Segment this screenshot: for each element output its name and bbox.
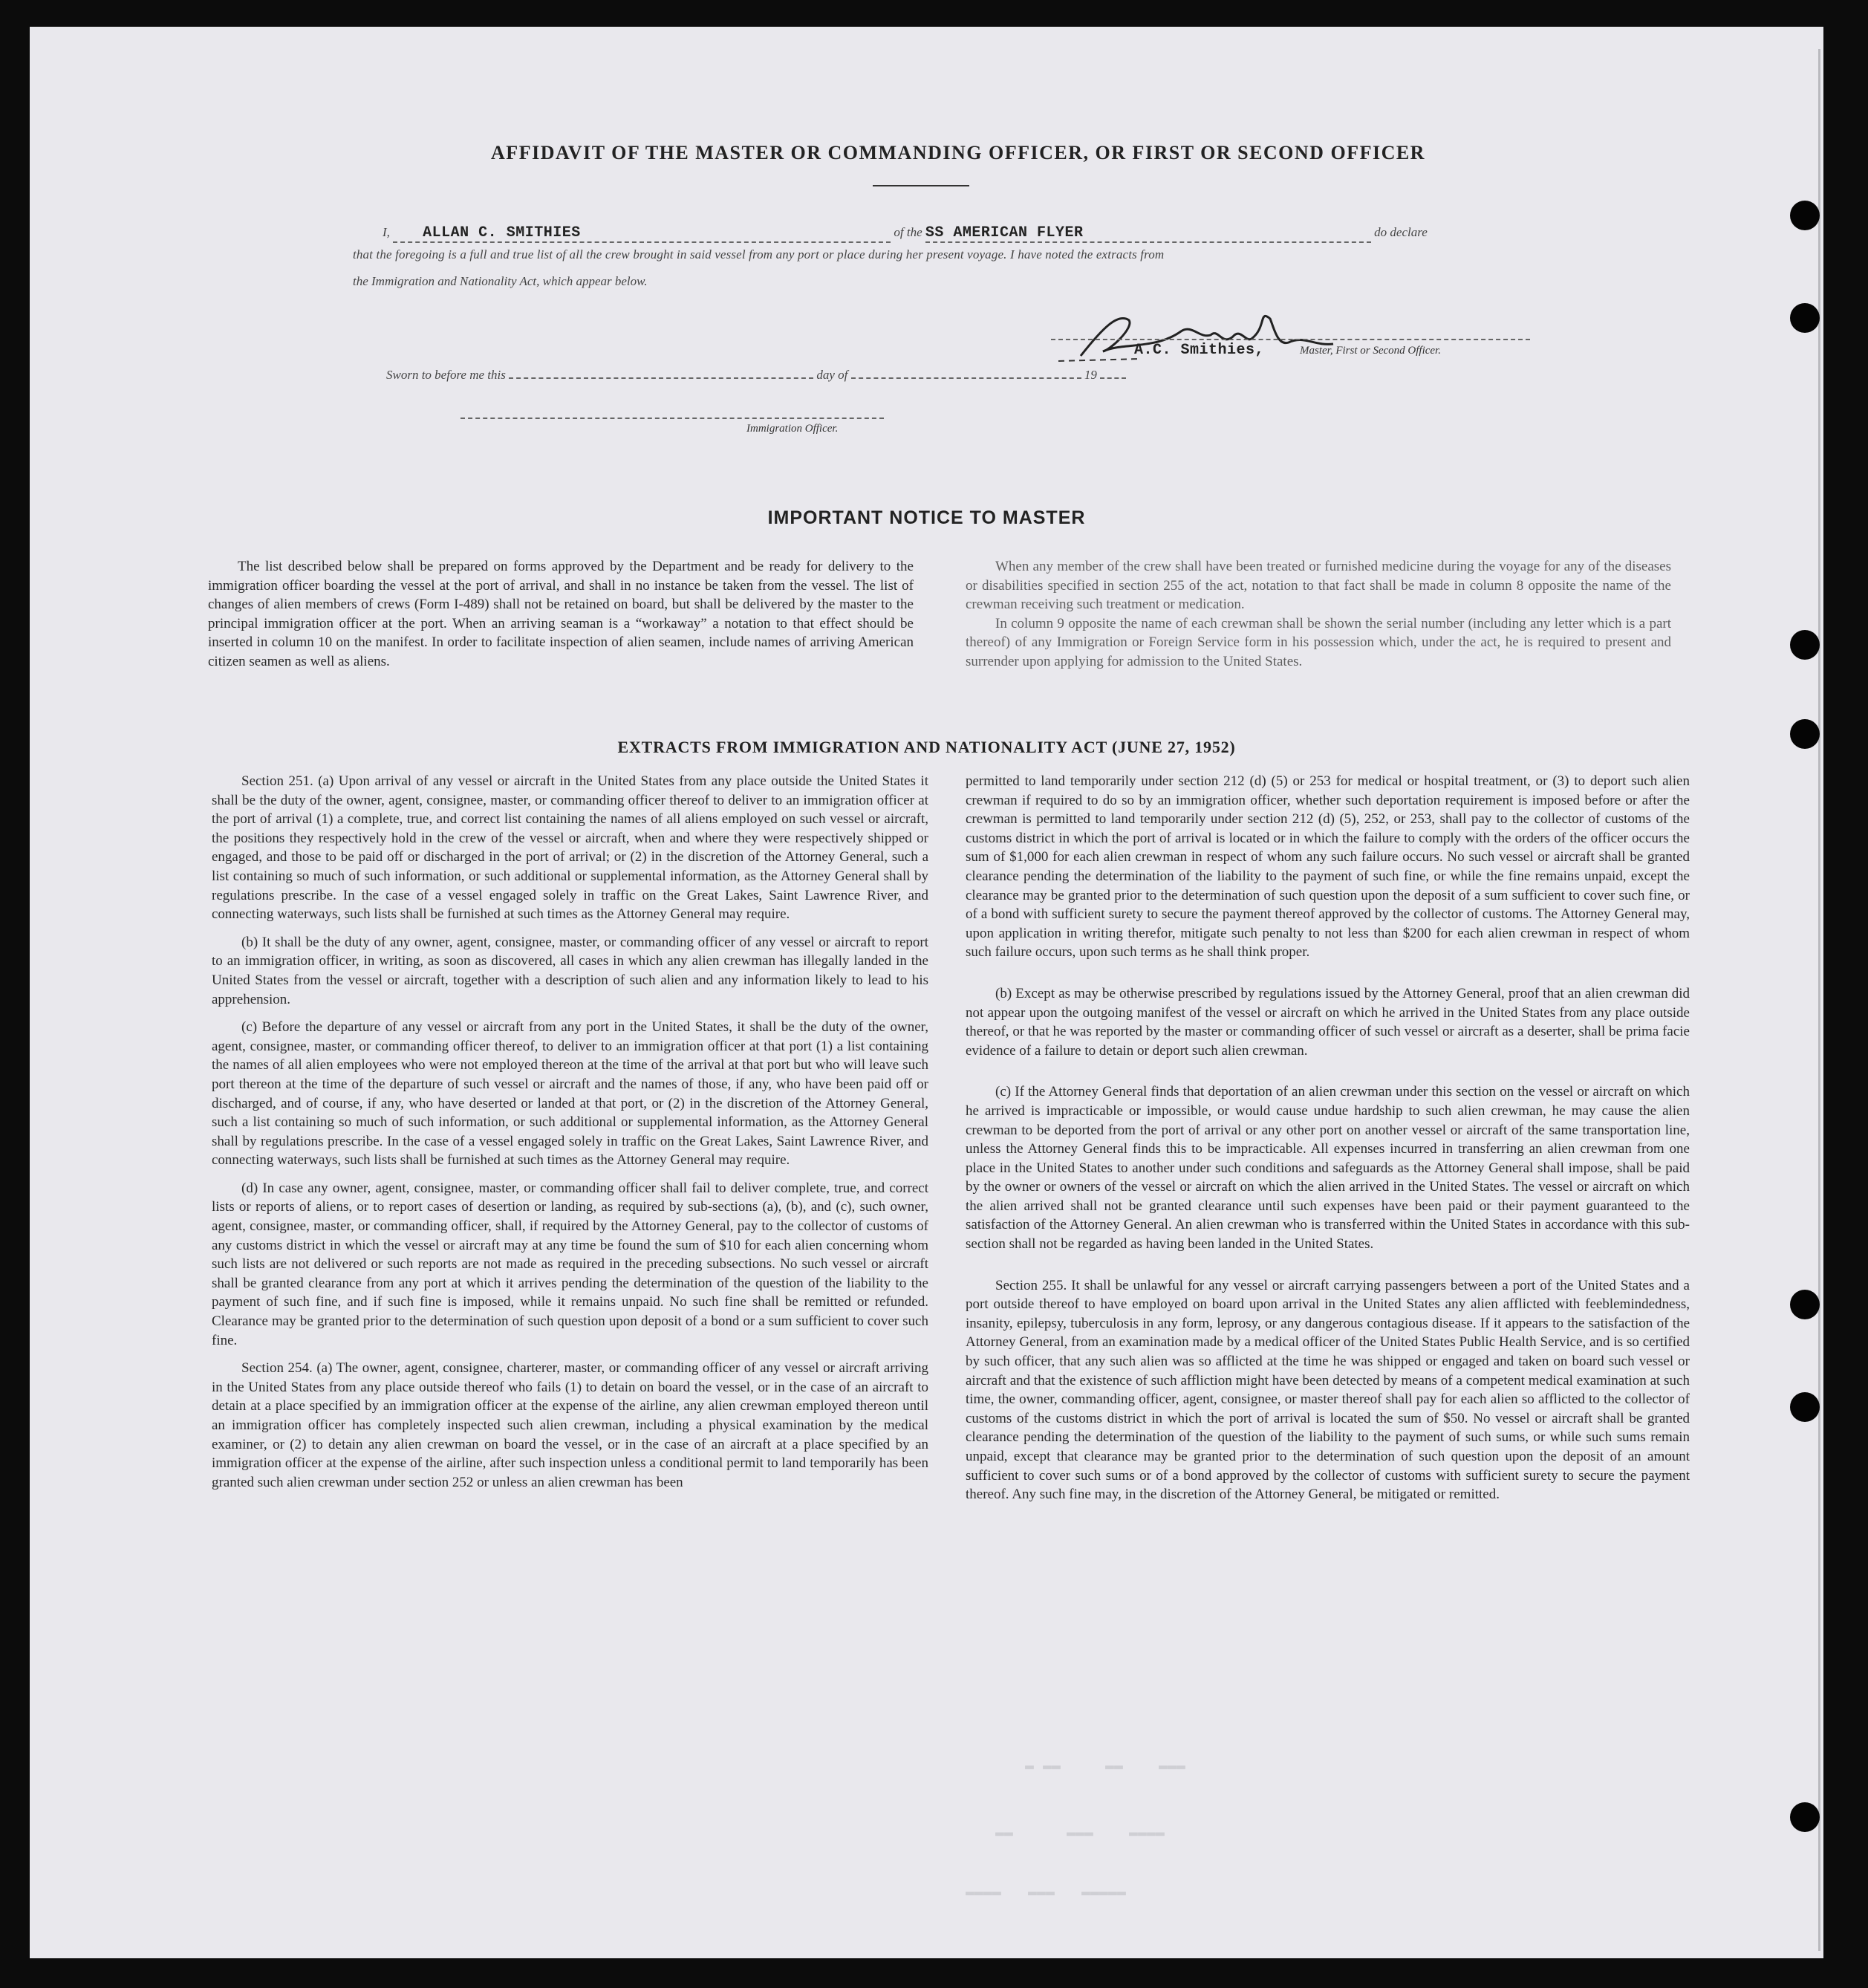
master-name: ALLAN C. SMITHIES bbox=[423, 224, 581, 241]
bleed-through-marks: ▬ ▬▬ ▬▬ ▬▬▬ bbox=[1025, 1758, 1186, 1775]
section-254c: (c) If the Attorney General finds that deportation of an alien crewman under this section on the vessel or aircraft on which he arrived is impracticable or impossible, or would cause undue hardship to such alien crewman, he may cause the alien crewman to be deported from the port of arrival or any other port on another vessel or aircraft of the same transportation line, unless the Attorney General finds this to be impracticable. All expenses incurred in transferring an alien crewman from one place in the United States to another under such conditions and safeguards as the Attorney General shall impose, shall be paid by the owner or owners of the vessel or aircraft on which the alien arrived in the United States. The vessel or aircraft on which the alien arrived shall not be granted clearance until such expenses have been paid or their payment guaranteed to the satisfaction of the Attorney General. An alien crewman who is transferred within the United States in accordance with this sub-section shall not be regarded as having been landed in the United States. bbox=[966, 1084, 1690, 1253]
binder-hole bbox=[1790, 1802, 1820, 1832]
notice-left-column bbox=[208, 557, 914, 680]
document-page bbox=[30, 27, 1823, 1958]
i-prefix: I, bbox=[383, 225, 390, 239]
year-label: 19 bbox=[1084, 368, 1097, 382]
statement-line-1: that the foregoing is a full and true list of all the crew brought in said vessel from any port or place during her present voyage. I have noted the extracts from bbox=[353, 247, 1165, 262]
day-of-label: day of bbox=[816, 368, 848, 382]
binder-hole bbox=[1790, 1392, 1820, 1422]
vessel-field[interactable] bbox=[925, 224, 1371, 243]
officer-label: Immigration Officer. bbox=[746, 423, 839, 435]
bleed-through-marks: ▬▬▬▬ ▬▬▬ ▬▬▬▬▬ bbox=[966, 1884, 1127, 1901]
officer-signature-line[interactable] bbox=[461, 418, 884, 419]
notice-left-paragraph: The list described below shall be prepared on forms approved by the Department and be ready for delivery to the immigration officer boarding the vessel at the port of arrival, and shall in no instance be taken from the vessel. The list of changes of alien members of crews (Form I-489) shall not be retained on board, but shall be delivered by the master to the principal immigration officer at the port. When an arriving seaman is a “workaway” a notation to that effect should be inserted in column 10 on the manifest. In order to facilitate inspection of alien seamen, include names of arriving American citizen seamen as well as aliens. bbox=[208, 559, 914, 669]
section-251d: (d) In case any owner, agent, consignee, master, or commanding officer shall fail to deliver complete, true, and correct lists or reports of aliens, or to report cases of desertion or landing, as required by sub-sections (a), (b), and (c), such owner, agent, consignee, master, or commanding officer, shall, if required by the Attorney General, pay to the collector of customs of any customs district in which the vessel or aircraft may at any time be found the sum of $10 for each alien concerning whom such lists are not delivered or such reports are not made as required in the preceding subsections. No such vessel or aircraft shall be granted clearance from any port at which it arrives pending the determination of the question of the liability to the payment of such fine, and if such fine is imposed, while it remains unpaid. No such fine shall be remitted or refunded. Clearance may be granted prior to the determination of such question upon deposit of a bond or a sum sufficient to cover such fine. bbox=[212, 1180, 928, 1348]
binder-hole bbox=[1790, 303, 1820, 333]
section-251b: (b) It shall be the duty of any owner, agent, consignee, master, or commanding officer of any vessel or aircraft to report to an immigration officer, in writing, as soon as discovered, all cases in which any alien crewman has illegally landed in the United States from the vessel or aircraft, together with a description of such alien and any information likely to lead to his apprehension. bbox=[212, 934, 928, 1007]
sworn-month-field[interactable] bbox=[851, 377, 1081, 379]
do-declare-label: do declare bbox=[1374, 225, 1428, 239]
sworn-line bbox=[386, 368, 1126, 383]
sworn-year-field[interactable] bbox=[1100, 377, 1126, 379]
of-the-label: of the bbox=[894, 225, 922, 239]
notice-title: IMPORTANT NOTICE TO MASTER bbox=[767, 507, 1086, 528]
page-edge-line bbox=[1818, 49, 1820, 1951]
section-254b: (b) Except as may be otherwise prescribed by regulations issued by the Attorney General, proof that an alien crewman did not appear upon the outgoing manifest of the vessel or aircraft on which he arrived in the United States from any place outside thereof, or that he was reported by the master or commanding officer of such vessel or aircraft as a deserter, shall be prima facie evidence of a failure to detain or deport such alien crewman. bbox=[966, 985, 1690, 1059]
section-251a: Section 251. (a) Upon arrival of any vessel or aircraft in the United States from any place outside the United States it shall be the duty of the owner, agent, consignee, master, or commanding officer thereof to deliver to an immigration officer at the port of arrival (1) a complete, true, and correct list containing the names of all aliens employed on such vessel or aircraft, the positions they respectively hold in the crew of the vessel or aircraft, when and where they were respectively shipped or engaged, and those to be paid off or discharged in the port of arrival; or (2) in the discretion of the Attorney General, such a list containing so much of such information, or such additional or supplemental information, as the Attorney General shall by regulations prescribe. In the case of a vessel engaged solely in traffic on the Great Lakes, Saint Lawrence River, and connecting waterways, such lists shall be furnished at such times as the Attorney General may require. bbox=[212, 773, 928, 923]
section-254a: Section 254. (a) The owner, agent, consignee, charterer, master, or commanding officer of any vessel or aircraft arriving in the United States from any place outside thereof who fails (1) to detain on board the vessel, or in the case of an aircraft to detain at a place specified by an immigration officer at the expense of the airline, any alien crewman employed thereon until an immigration officer has completely inspected such alien crewman, including a physical examination by the medical examiner, or (2) to detain any alien crewman on board the vessel, or in the case of an aircraft at a place specified by an immigration officer at the expense of the airline, after such inspection unless a conditional permit to land temporarily has been granted such alien crewman under section 252 or unless an alien crewman has been bbox=[212, 1360, 928, 1490]
declaration-line bbox=[383, 224, 1549, 243]
notice-right-paragraph: In column 9 opposite the name of each crewman shall be shown the serial number (including any letter which is a part thereof) of any Immigration or Foreign Service form in his possession which, under the act, he is required to present and surrender upon applying for admission to the United States. bbox=[966, 615, 1671, 669]
signature-line bbox=[1051, 339, 1530, 340]
signature-title-label: Master, First or Second Officer. bbox=[1300, 345, 1441, 357]
binder-hole bbox=[1790, 1290, 1820, 1319]
vessel-name: SS AMERICAN FLYER bbox=[925, 224, 1084, 241]
section-255: Section 255. It shall be unlawful for any vessel or aircraft carrying passengers between a port of the United States and a port outside thereof to have employed on board upon arrival in the United States any alien afflicted with feeblemindedness, insanity, epilepsy, tuberculosis in any form, leprosy, or any dangerous contagious disease. If it appears to the satisfaction of the Attorney General, from an examination made by a medical officer of the United States Public Health Service, and is so certified by such officer, that any such alien was so afflicted at the time he was shipped or engaged and taken on board such vessel or aircraft and that the existence of such affliction might have been detected by means of a competent medical examination at such time, the owner, commanding officer, agent, consignee, or master thereof shall pay for each alien so afflicted to the collector of customs of the customs district in which the port of arrival is located the sum of $50. No vessel or aircraft shall be granted clearance pending the determination of the question of the liability to the payment of such sums, or while such sums remain unpaid, except that clearance may be granted prior to the determination of such question upon the deposit of an amount sufficient to cover such sums or of a bond approved by the collector of customs with sufficient surety to secure the payment thereof. Any such fine may, in the discretion of the Attorney General, be mitigated or remitted. bbox=[966, 1277, 1690, 1503]
affidavit-title: AFFIDAVIT OF THE MASTER OR COMMANDING OFFICER, OR FIRST OR SECOND OFFICER bbox=[491, 142, 1425, 163]
section-251c: (c) Before the departure of any vessel or aircraft from any port in the United States, it shall be the duty of the owner, agent, consignee, master, or commanding officer thereof, to deliver to an immigration officer at that port (1) a list containing the names of all alien employees who were not employed thereon at the time of the arrival at that port but who will leave such port thereon at the time of the departure of such vessel or aircraft and the names of those, if any, who have been paid off or discharged, and of course, if any, who have deserted or landed at that port, or (2) in the discretion of the Attorney General, such a list containing so much of such information, or such additional or supplemental information, as the Attorney General shall by regulations prescribe. In the case of a vessel engaged solely in traffic on the Great Lakes, Saint Lawrence River, and connecting waterways, such lists shall be furnished at such times as the Attorney General may require. bbox=[212, 1019, 928, 1169]
name-field[interactable] bbox=[393, 224, 891, 243]
notice-right-paragraph: When any member of the crew shall have been treated or furnished medicine during the voyage for any of the diseases or disabilities specified in section 255 of the act, notation to that fact shall be made in column 8 opposite the name of the crewman receiving such treatment or medication. bbox=[966, 559, 1671, 613]
title-rule bbox=[873, 185, 969, 186]
sworn-label: Sworn to before me this bbox=[386, 368, 506, 382]
signature-typed-name: A.C. Smithies, bbox=[1134, 342, 1265, 359]
extracts-left-column bbox=[212, 772, 928, 1501]
notice-right-column bbox=[966, 557, 1671, 680]
binder-hole bbox=[1790, 630, 1820, 660]
statement-line-2: the Immigration and Nationality Act, which appear below. bbox=[353, 274, 648, 288]
extracts-title: EXTRACTS FROM IMMIGRATION AND NATIONALITY ACT (JUNE 27, 1952) bbox=[617, 738, 1236, 756]
sworn-day-field[interactable] bbox=[509, 377, 813, 379]
extracts-right-column bbox=[966, 772, 1690, 1513]
bleed-through-marks: ▬▬ ▬▬▬ ▬▬▬▬ bbox=[995, 1825, 1165, 1842]
section-254a-continued: permitted to land temporarily under section 212 (d) (5) or 253 for medical or hospital treatment, or (3) to deport such alien crewman if required to do so by an immigration officer, whether such deportation requirement is imposed before or after the crewman is permitted to land temporarily under section 212 (d) (5), 252, or 253, shall pay to the collector of customs of the customs district in which the port of arrival is located or in which the failure to comply with the orders of the officer occurs the sum of $1,000 for each alien crewman in respect of whom any such failure occurs. No such vessel or aircraft shall be granted clearance pending the determination of the liability to the payment of such fine, or while the fine remains unpaid, except the clearance may be granted prior to the determination of such question upon the deposit of a sum sufficient to cover such fine, or of a bond with sufficient surety to secure the payment thereof approved by the collector of customs. The Attorney General may, upon application in writing therefor, mitigate such penalty to not less than $200 for each alien crewman in respect of whom such failure occurs, upon such terms as he shall think proper. bbox=[966, 773, 1690, 961]
binder-hole bbox=[1790, 201, 1820, 230]
